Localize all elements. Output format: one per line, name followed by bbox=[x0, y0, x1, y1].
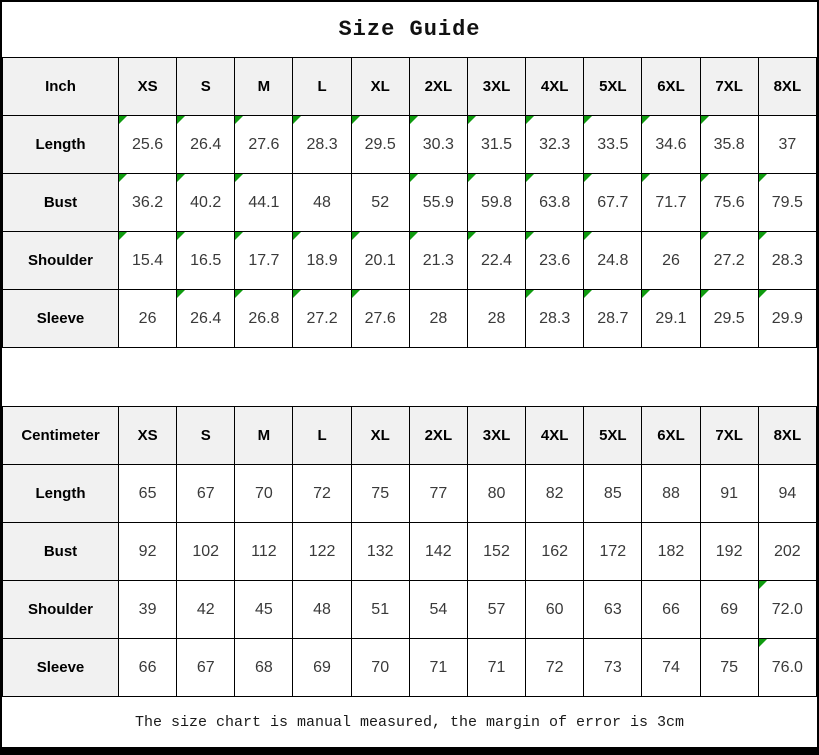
value-text: 72.0 bbox=[771, 600, 803, 618]
value-text: 88 bbox=[662, 484, 680, 502]
value-cell bbox=[235, 523, 293, 581]
value-text: 27.6 bbox=[248, 135, 280, 153]
measurement-row bbox=[3, 232, 817, 290]
value-text: 71 bbox=[429, 658, 448, 676]
value-text: 26 bbox=[138, 309, 157, 327]
value-cell bbox=[235, 639, 293, 697]
value-text: 31.5 bbox=[480, 135, 513, 153]
value-cell bbox=[700, 523, 758, 581]
cell-corner-flag-icon bbox=[468, 116, 476, 124]
cell-corner-flag-icon bbox=[759, 232, 767, 240]
value-text: 69 bbox=[313, 658, 331, 676]
value-cell bbox=[526, 116, 584, 174]
value-cell bbox=[642, 465, 700, 523]
size-header-cell: L bbox=[293, 58, 351, 116]
size-header-cell: 4XL bbox=[526, 58, 584, 116]
value-text: 132 bbox=[366, 542, 394, 560]
value-cell bbox=[584, 465, 642, 523]
value-cell bbox=[526, 232, 584, 290]
value-text: 48 bbox=[313, 193, 331, 211]
value-cell bbox=[351, 290, 409, 348]
cell-corner-flag-icon bbox=[468, 232, 476, 240]
footer-note: The size chart is manual measured, the margin of error is 3cm bbox=[134, 713, 685, 731]
value-text: 182 bbox=[657, 542, 685, 560]
value-text: 162 bbox=[541, 542, 569, 560]
cell-corner-flag-icon bbox=[119, 174, 127, 182]
value-cell bbox=[177, 639, 235, 697]
cell-corner-flag-icon bbox=[410, 174, 418, 182]
value-text: 16.5 bbox=[190, 251, 222, 269]
value-cell bbox=[584, 581, 642, 639]
value-text: 29.5 bbox=[364, 135, 396, 153]
value-cell bbox=[526, 174, 584, 232]
value-cell bbox=[235, 116, 293, 174]
value-cell bbox=[119, 232, 177, 290]
value-cell bbox=[526, 465, 584, 523]
value-text: 102 bbox=[192, 542, 220, 560]
value-text: 94 bbox=[778, 484, 797, 502]
value-text: 44.1 bbox=[248, 193, 280, 211]
value-text: 54 bbox=[429, 600, 448, 618]
value-cell bbox=[467, 639, 525, 697]
size-header-cell: M bbox=[235, 407, 293, 465]
unit-header-cell: Centimeter bbox=[3, 407, 119, 465]
size-header-cell: XS bbox=[119, 407, 177, 465]
value-text: 75.6 bbox=[713, 193, 745, 211]
value-text: 22.4 bbox=[480, 251, 513, 269]
row-label-cell: Length bbox=[3, 465, 119, 523]
value-cell bbox=[293, 290, 351, 348]
value-text: 28.3 bbox=[771, 251, 803, 269]
value-text: 33.5 bbox=[597, 135, 629, 153]
value-cell bbox=[119, 523, 177, 581]
value-text: 45 bbox=[254, 600, 273, 618]
cell-corner-flag-icon bbox=[701, 290, 709, 298]
size-header-cell: 3XL bbox=[467, 407, 525, 465]
bottom-border-bar bbox=[2, 747, 817, 755]
value-cell bbox=[119, 116, 177, 174]
value-cell bbox=[526, 290, 584, 348]
value-text: 76.0 bbox=[771, 658, 803, 676]
value-text: 142 bbox=[425, 542, 452, 560]
row-label-cell: Bust bbox=[3, 174, 119, 232]
cell-corner-flag-icon bbox=[584, 174, 592, 182]
value-text: 66 bbox=[138, 658, 157, 676]
value-text: 79.5 bbox=[771, 193, 803, 211]
value-text: 82 bbox=[545, 484, 564, 502]
value-text: 92 bbox=[138, 542, 157, 560]
value-text: 39 bbox=[138, 600, 157, 618]
value-text: 21.3 bbox=[422, 251, 454, 269]
value-cell bbox=[584, 174, 642, 232]
value-text: 24.8 bbox=[597, 251, 629, 269]
value-text: 75 bbox=[371, 484, 390, 502]
cell-corner-flag-icon bbox=[352, 290, 360, 298]
size-header-cell: 2XL bbox=[409, 58, 467, 116]
value-cell bbox=[642, 581, 700, 639]
value-cell bbox=[235, 174, 293, 232]
row-label-cell: Shoulder bbox=[3, 581, 119, 639]
value-text: 70 bbox=[371, 658, 390, 676]
value-cell bbox=[642, 116, 700, 174]
measurement-row bbox=[3, 523, 817, 581]
value-cell bbox=[177, 290, 235, 348]
value-cell bbox=[293, 465, 351, 523]
size-header-cell: L bbox=[293, 407, 351, 465]
header-row bbox=[3, 58, 817, 116]
value-text: 72 bbox=[545, 658, 564, 676]
size-header-cell: 8XL bbox=[758, 58, 816, 116]
cell-corner-flag-icon bbox=[642, 116, 650, 124]
size-header-cell: 8XL bbox=[758, 407, 816, 465]
value-text: 57 bbox=[487, 600, 506, 618]
cell-corner-flag-icon bbox=[177, 116, 185, 124]
row-label-cell: Bust bbox=[3, 523, 119, 581]
value-cell bbox=[526, 523, 584, 581]
size-header-cell: XL bbox=[351, 407, 409, 465]
value-text: 36.2 bbox=[132, 193, 164, 211]
cell-corner-flag-icon bbox=[119, 116, 127, 124]
value-text: 27.2 bbox=[306, 309, 338, 327]
cell-corner-flag-icon bbox=[526, 174, 534, 182]
size-header-cell: 5XL bbox=[584, 58, 642, 116]
measurement-row bbox=[3, 116, 817, 174]
value-text: 27.2 bbox=[713, 251, 745, 269]
measurement-row bbox=[3, 639, 817, 697]
cell-corner-flag-icon bbox=[293, 290, 301, 298]
value-cell bbox=[351, 465, 409, 523]
cell-corner-flag-icon bbox=[410, 232, 418, 240]
value-text: 26.8 bbox=[248, 309, 280, 327]
cell-corner-flag-icon bbox=[701, 116, 709, 124]
value-cell bbox=[293, 581, 351, 639]
row-label-cell: Sleeve bbox=[3, 290, 119, 348]
size-header-cell: M bbox=[235, 58, 293, 116]
measurement-row bbox=[3, 174, 817, 232]
value-cell bbox=[584, 232, 642, 290]
size-header-cell: 6XL bbox=[642, 407, 700, 465]
value-cell bbox=[758, 639, 816, 697]
cell-corner-flag-icon bbox=[293, 116, 301, 124]
value-cell bbox=[119, 174, 177, 232]
value-cell bbox=[467, 116, 525, 174]
value-cell bbox=[409, 523, 467, 581]
cell-corner-flag-icon bbox=[177, 174, 185, 182]
row-label-cell: Sleeve bbox=[3, 639, 119, 697]
cell-corner-flag-icon bbox=[177, 232, 185, 240]
value-cell bbox=[700, 174, 758, 232]
value-cell bbox=[700, 465, 758, 523]
value-cell bbox=[758, 174, 816, 232]
value-cell bbox=[700, 581, 758, 639]
value-cell bbox=[467, 581, 525, 639]
value-text: 67.7 bbox=[597, 193, 629, 211]
value-cell bbox=[351, 581, 409, 639]
size-table-centimeter bbox=[2, 406, 817, 697]
value-cell bbox=[293, 523, 351, 581]
cell-corner-flag-icon bbox=[584, 116, 592, 124]
cell-corner-flag-icon bbox=[468, 174, 476, 182]
value-cell bbox=[119, 639, 177, 697]
value-text: 60 bbox=[545, 600, 564, 618]
value-cell bbox=[758, 116, 816, 174]
value-text: 63 bbox=[603, 600, 622, 618]
measurement-row bbox=[3, 290, 817, 348]
value-text: 172 bbox=[599, 542, 627, 560]
value-cell bbox=[700, 290, 758, 348]
value-text: 75 bbox=[720, 658, 739, 676]
value-text: 29.9 bbox=[771, 309, 803, 327]
cell-corner-flag-icon bbox=[119, 232, 127, 240]
value-text: 71 bbox=[487, 658, 506, 676]
cell-corner-flag-icon bbox=[526, 116, 534, 124]
cell-corner-flag-icon bbox=[701, 232, 709, 240]
value-text: 18.9 bbox=[306, 251, 338, 269]
value-text: 68 bbox=[254, 658, 273, 676]
size-header-cell: 4XL bbox=[526, 407, 584, 465]
value-text: 77 bbox=[429, 484, 448, 502]
value-text: 28 bbox=[429, 309, 448, 327]
value-text: 65 bbox=[138, 484, 157, 502]
value-text: 20.1 bbox=[364, 251, 396, 269]
value-cell bbox=[177, 174, 235, 232]
value-cell bbox=[409, 232, 467, 290]
value-cell bbox=[409, 174, 467, 232]
value-cell bbox=[758, 581, 816, 639]
value-text: 32.3 bbox=[539, 135, 571, 153]
value-text: 80 bbox=[487, 484, 506, 502]
value-cell bbox=[758, 465, 816, 523]
value-cell bbox=[235, 581, 293, 639]
value-text: 28.3 bbox=[539, 309, 571, 327]
value-text: 35.8 bbox=[713, 135, 745, 153]
cell-corner-flag-icon bbox=[410, 116, 418, 124]
value-text: 51 bbox=[371, 600, 390, 618]
value-text: 23.6 bbox=[539, 251, 571, 269]
value-cell bbox=[293, 116, 351, 174]
cell-corner-flag-icon bbox=[759, 290, 767, 298]
value-cell bbox=[409, 639, 467, 697]
value-text: 71.7 bbox=[655, 193, 687, 211]
value-text: 27.6 bbox=[364, 309, 396, 327]
value-text: 202 bbox=[774, 542, 801, 560]
value-cell bbox=[700, 639, 758, 697]
table-spacer bbox=[2, 348, 817, 406]
value-cell bbox=[409, 116, 467, 174]
cell-corner-flag-icon bbox=[642, 174, 650, 182]
value-cell bbox=[467, 465, 525, 523]
value-text: 17.7 bbox=[248, 251, 280, 269]
value-cell bbox=[467, 290, 525, 348]
value-text: 42 bbox=[196, 600, 215, 618]
value-cell bbox=[409, 465, 467, 523]
cell-corner-flag-icon bbox=[526, 290, 534, 298]
value-cell bbox=[119, 290, 177, 348]
size-header-cell: XS bbox=[119, 58, 177, 116]
value-cell bbox=[351, 174, 409, 232]
value-cell bbox=[642, 290, 700, 348]
value-cell bbox=[642, 523, 700, 581]
cell-corner-flag-icon bbox=[526, 232, 534, 240]
row-label-cell: Length bbox=[3, 116, 119, 174]
value-cell bbox=[351, 523, 409, 581]
measurement-row bbox=[3, 465, 817, 523]
value-cell bbox=[177, 232, 235, 290]
size-header-cell: XL bbox=[351, 58, 409, 116]
value-cell bbox=[642, 639, 700, 697]
value-cell bbox=[584, 639, 642, 697]
value-cell bbox=[409, 290, 467, 348]
value-cell bbox=[293, 639, 351, 697]
value-cell bbox=[293, 232, 351, 290]
value-text: 34.6 bbox=[655, 135, 687, 153]
value-cell bbox=[526, 581, 584, 639]
value-cell bbox=[467, 174, 525, 232]
value-cell bbox=[584, 290, 642, 348]
cell-corner-flag-icon bbox=[235, 232, 243, 240]
cell-corner-flag-icon bbox=[235, 174, 243, 182]
value-text: 26 bbox=[662, 251, 680, 269]
value-cell bbox=[119, 465, 177, 523]
value-cell bbox=[467, 232, 525, 290]
size-header-cell: S bbox=[177, 407, 235, 465]
row-label-cell: Shoulder bbox=[3, 232, 119, 290]
size-header-cell: 7XL bbox=[700, 407, 758, 465]
value-text: 74 bbox=[662, 658, 680, 676]
size-header-cell: S bbox=[177, 58, 235, 116]
cell-corner-flag-icon bbox=[177, 290, 185, 298]
value-cell bbox=[177, 116, 235, 174]
value-cell bbox=[758, 232, 816, 290]
value-text: 15.4 bbox=[132, 251, 164, 269]
value-text: 55.9 bbox=[422, 193, 454, 211]
value-cell bbox=[700, 232, 758, 290]
value-cell bbox=[758, 290, 816, 348]
value-cell bbox=[700, 116, 758, 174]
value-text: 192 bbox=[715, 542, 743, 560]
value-cell bbox=[584, 116, 642, 174]
cell-corner-flag-icon bbox=[759, 639, 767, 647]
value-text: 40.2 bbox=[190, 193, 222, 211]
value-text: 29.1 bbox=[655, 309, 687, 327]
value-cell bbox=[235, 465, 293, 523]
value-cell bbox=[119, 581, 177, 639]
size-header-cell: 2XL bbox=[409, 407, 467, 465]
unit-header-cell: Inch bbox=[3, 58, 119, 116]
value-text: 73 bbox=[603, 658, 622, 676]
value-text: 26.4 bbox=[190, 135, 222, 153]
value-text: 48 bbox=[313, 600, 331, 618]
cell-corner-flag-icon bbox=[352, 116, 360, 124]
value-text: 69 bbox=[720, 600, 739, 618]
value-text: 28 bbox=[487, 309, 506, 327]
page-title: Size Guide bbox=[338, 17, 481, 42]
value-text: 59.8 bbox=[480, 193, 513, 211]
value-text: 67 bbox=[196, 484, 215, 502]
value-cell bbox=[642, 232, 700, 290]
value-text: 85 bbox=[603, 484, 622, 502]
value-cell bbox=[177, 581, 235, 639]
cell-corner-flag-icon bbox=[584, 232, 592, 240]
value-text: 26.4 bbox=[190, 309, 222, 327]
value-cell bbox=[351, 232, 409, 290]
value-text: 112 bbox=[251, 542, 277, 560]
value-cell bbox=[177, 523, 235, 581]
value-text: 67 bbox=[196, 658, 215, 676]
value-cell bbox=[409, 581, 467, 639]
header-row bbox=[3, 407, 817, 465]
size-header-cell: 5XL bbox=[584, 407, 642, 465]
value-cell bbox=[584, 523, 642, 581]
cell-corner-flag-icon bbox=[293, 232, 301, 240]
size-header-cell: 3XL bbox=[467, 58, 525, 116]
value-cell bbox=[642, 174, 700, 232]
cell-corner-flag-icon bbox=[352, 232, 360, 240]
value-cell bbox=[467, 523, 525, 581]
value-cell bbox=[351, 116, 409, 174]
value-cell bbox=[351, 639, 409, 697]
value-cell bbox=[235, 290, 293, 348]
size-table-inch bbox=[2, 57, 817, 348]
cell-corner-flag-icon bbox=[759, 174, 767, 182]
value-text: 37 bbox=[778, 135, 797, 153]
cell-corner-flag-icon bbox=[235, 290, 243, 298]
value-text: 28.7 bbox=[597, 309, 629, 327]
value-cell bbox=[235, 232, 293, 290]
value-text: 28.3 bbox=[306, 135, 338, 153]
value-text: 63.8 bbox=[539, 193, 571, 211]
value-cell bbox=[293, 174, 351, 232]
cell-corner-flag-icon bbox=[759, 581, 767, 589]
value-text: 91 bbox=[720, 484, 739, 502]
size-header-cell: 6XL bbox=[642, 58, 700, 116]
value-text: 122 bbox=[308, 542, 336, 560]
value-cell bbox=[177, 465, 235, 523]
cell-corner-flag-icon bbox=[701, 174, 709, 182]
value-text: 72 bbox=[313, 484, 331, 502]
value-text: 152 bbox=[483, 542, 510, 560]
value-text: 25.6 bbox=[132, 135, 164, 153]
cell-corner-flag-icon bbox=[642, 290, 650, 298]
value-cell bbox=[758, 523, 816, 581]
cell-corner-flag-icon bbox=[235, 116, 243, 124]
measurement-row bbox=[3, 581, 817, 639]
value-text: 52 bbox=[371, 193, 390, 211]
value-cell bbox=[526, 639, 584, 697]
value-text: 29.5 bbox=[713, 309, 745, 327]
cell-corner-flag-icon bbox=[584, 290, 592, 298]
size-header-cell: 7XL bbox=[700, 58, 758, 116]
value-text: 30.3 bbox=[422, 135, 454, 153]
value-text: 70 bbox=[254, 484, 273, 502]
value-text: 66 bbox=[662, 600, 680, 618]
